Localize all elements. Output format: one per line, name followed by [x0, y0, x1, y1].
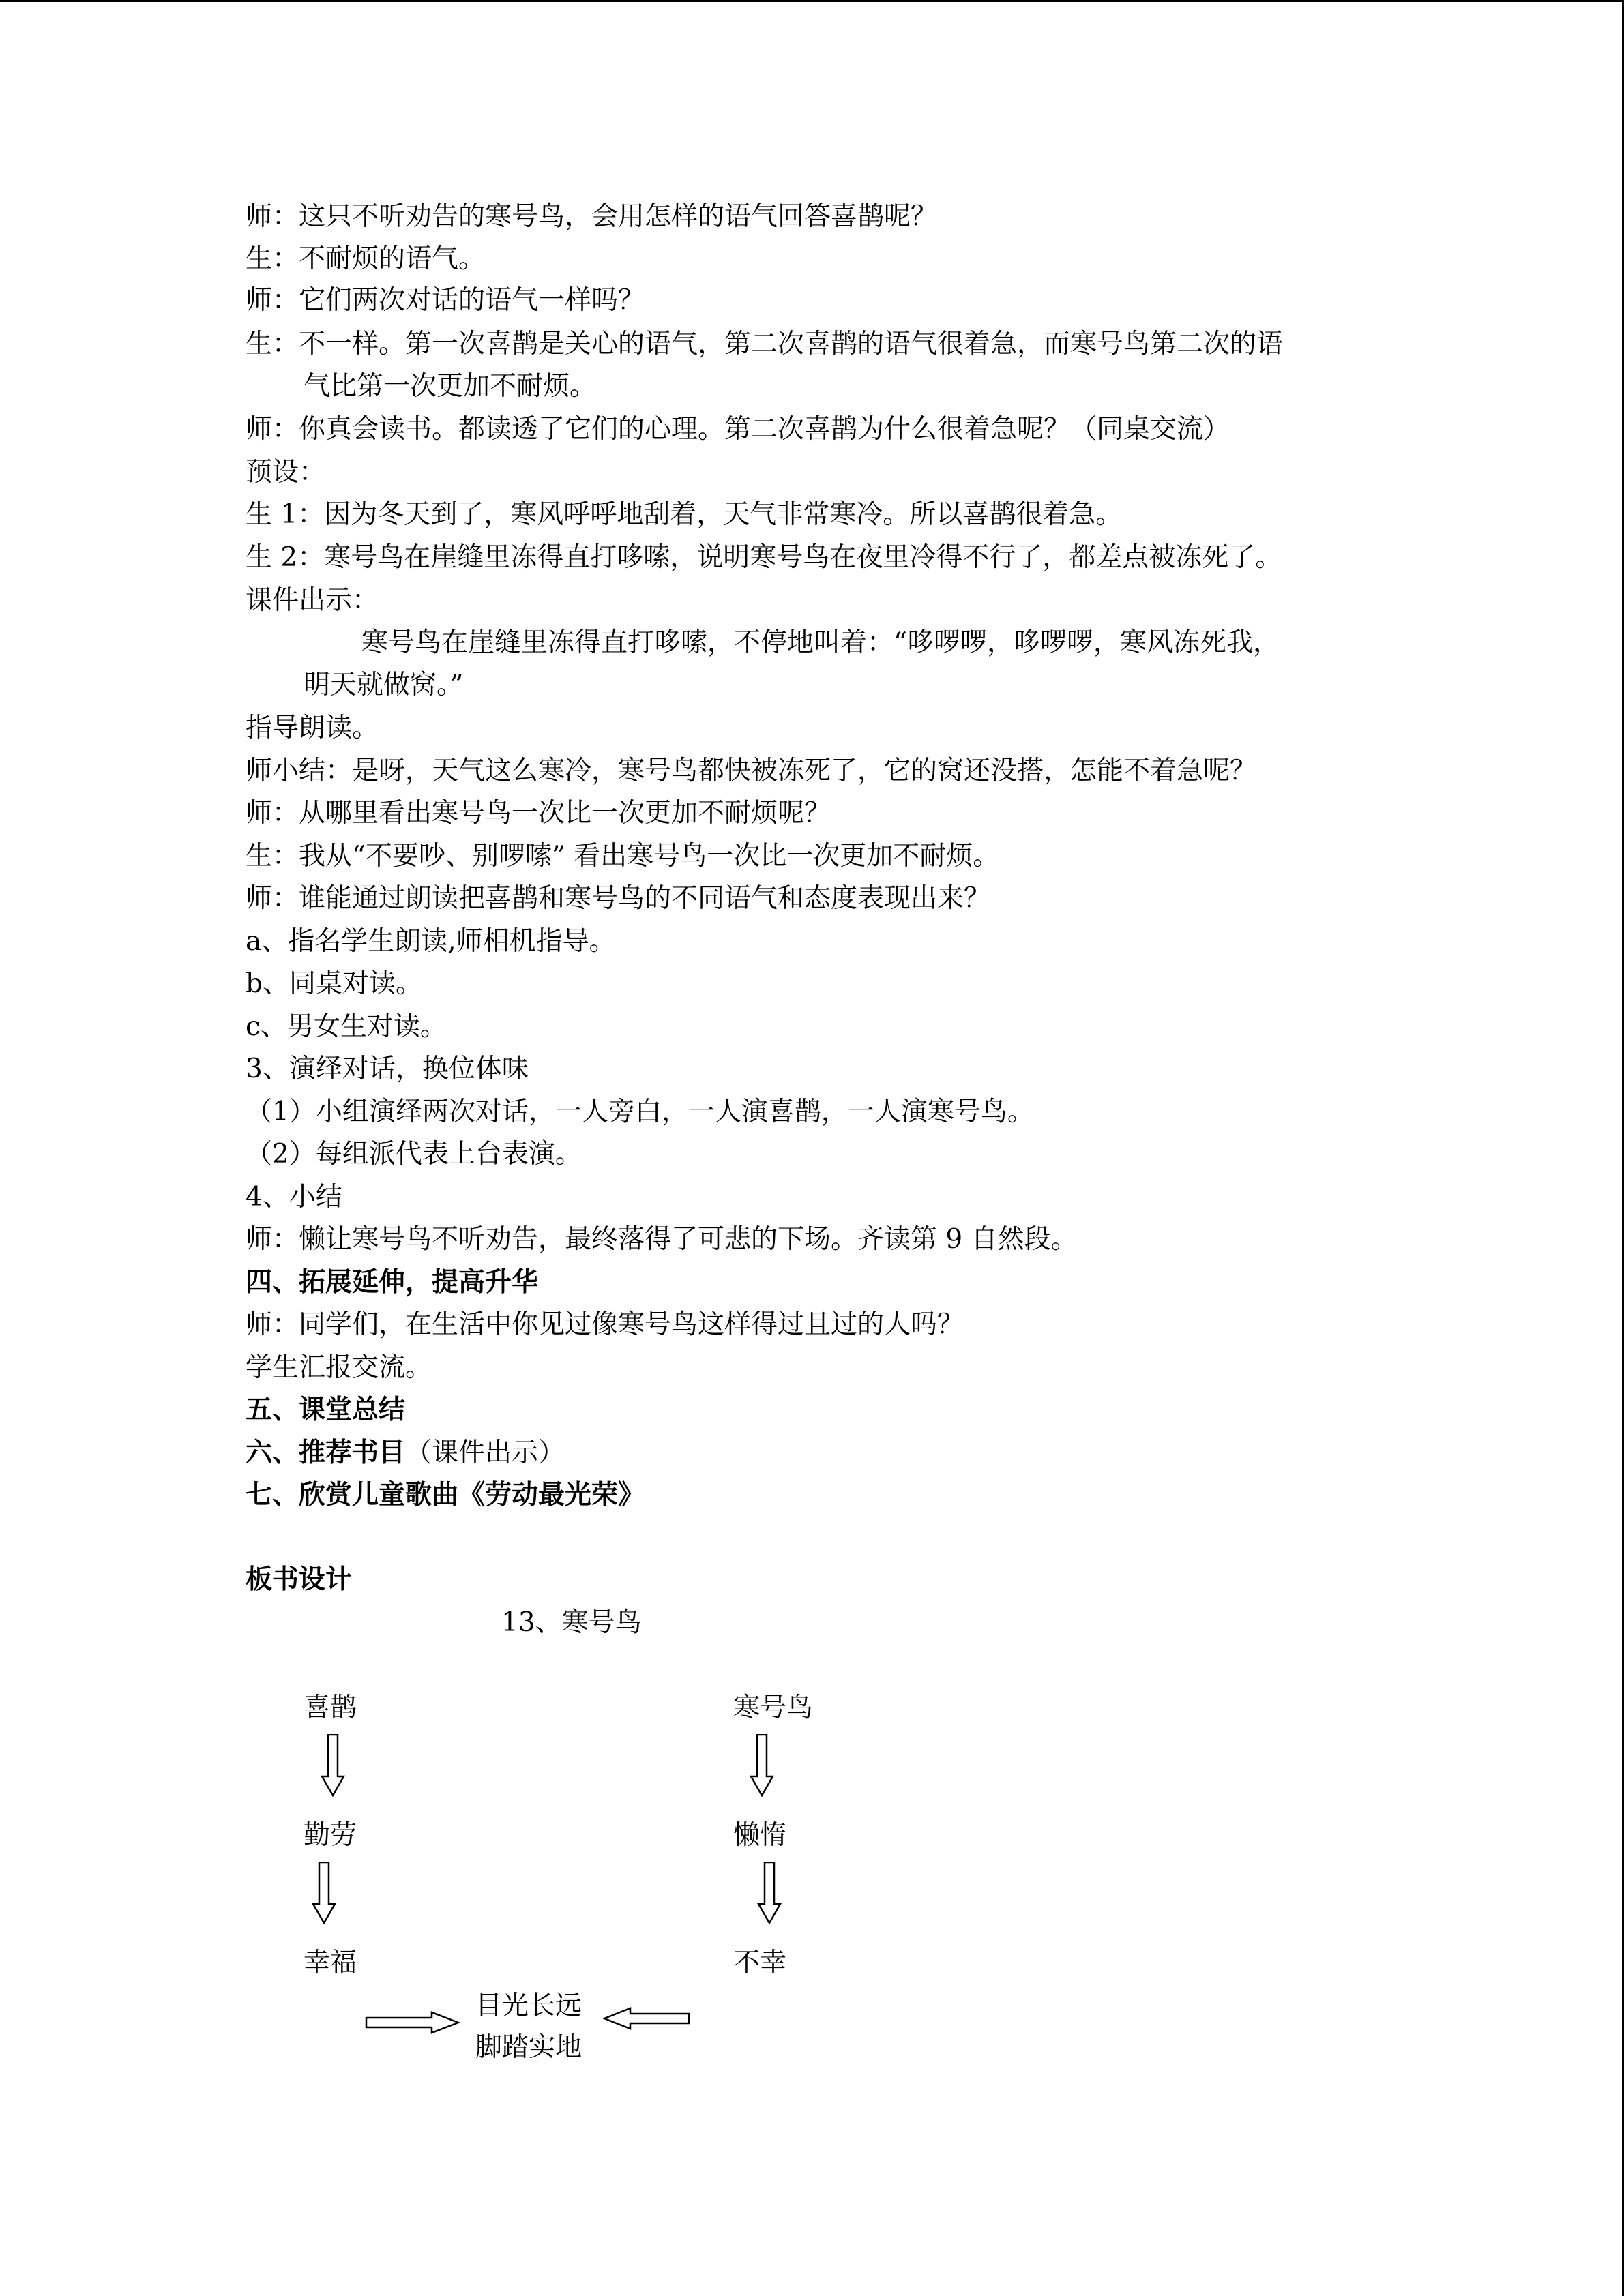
text-line: 师：谁能通过朗读把喜鹊和寒号鸟的不同语气和态度表现出来？ — [246, 883, 991, 914]
text-line: 师：这只不听劝告的寒号鸟，会用怎样的语气回答喜鹊呢？ — [246, 201, 938, 232]
text-line: 师小结：是呀，天气这么寒冷，寒号鸟都快被冻死了，它的窝还没搭，怎能不着急呢？ — [246, 756, 1257, 786]
section-note: （课件出示） — [405, 1437, 565, 1468]
board-heading: 板书设计 — [246, 1564, 353, 1595]
board-node-lazy: 懒惰 — [733, 1820, 787, 1851]
text-line: 生：我从“不要吵、别啰嗦” 看出寒号鸟一次比一次更加不耐烦。 — [246, 841, 1000, 871]
section-heading: 五、课堂总结 — [246, 1395, 406, 1425]
text-line: 预设： — [246, 457, 326, 488]
text-line: （2）每组派代表上台表演。 — [246, 1139, 582, 1169]
text-line: 3、演绎对话，换位体味 — [246, 1054, 529, 1084]
text-line: 师：从哪里看出寒号鸟一次比一次更加不耐烦呢？ — [246, 798, 831, 829]
arrow-left-icon — [603, 2006, 690, 2031]
text-line: 师：同学们，在生活中你见过像寒号鸟这样得过且过的人吗？ — [246, 1309, 964, 1340]
text-line-indent: 气比第一次更加不耐烦。 — [304, 371, 597, 402]
section-heading-line — [246, 1436, 565, 1470]
text-line: 生 2：寒号鸟在崖缝里冻得直打哆嗦，说明寒号鸟在夜里冷得不行了，都差点被冻死了。 — [246, 542, 1282, 573]
quote-line: 明天就做窝。” — [304, 670, 464, 700]
text-line: 生：不一样。第一次喜鹊是关心的语气，第二次喜鹊的语气很着急，而寒号鸟第二次的语 — [246, 329, 1284, 359]
text-line: 学生汇报交流。 — [246, 1352, 432, 1383]
section-heading: 六、推荐书目 — [246, 1437, 406, 1468]
text-line: a、指名学生朗读,师相机指导。 — [246, 926, 616, 957]
text-line: 师：懒让寒号鸟不听劝告，最终落得了可悲的下场。齐读第 9 自然段。 — [246, 1224, 1078, 1255]
text-line: 4、小结 — [246, 1182, 342, 1212]
arrow-right-icon — [365, 2010, 460, 2035]
text-line: 师：它们两次对话的语气一样吗？ — [246, 285, 645, 316]
text-line: b、同桌对读。 — [246, 968, 422, 999]
text-line: 生 1：因为冬天到了，寒风呼呼地刮着，天气非常寒冷。所以喜鹊很着急。 — [246, 499, 1123, 530]
board-node-diligent: 勤劳 — [304, 1820, 357, 1851]
board-title: 13、寒号鸟 — [501, 1607, 642, 1638]
text-line: 指导朗读。 — [246, 713, 379, 743]
arrow-down-icon — [321, 1734, 345, 1797]
board-node-happiness: 幸福 — [304, 1948, 357, 1978]
board-node-misfortune: 不幸 — [733, 1948, 787, 1978]
board-node-farsighted: 目光长远 — [475, 1991, 582, 2021]
quote-line: 寒号鸟在崖缝里冻得直打哆嗦，不停地叫着：“哆啰啰，哆啰啰，寒风冻死我， — [361, 627, 1280, 658]
board-node-magpie: 喜鹊 — [304, 1693, 357, 1723]
board-node-bird: 寒号鸟 — [733, 1693, 814, 1723]
section-heading: 四、拓展延伸，提高升华 — [246, 1267, 539, 1298]
text-line: 课件出示： — [246, 585, 379, 616]
arrow-down-icon — [757, 1862, 782, 1924]
section-heading: 七、欣赏儿童歌曲《劳动最光荣》 — [246, 1480, 645, 1510]
arrow-down-icon — [750, 1734, 774, 1797]
arrow-down-icon — [312, 1862, 336, 1924]
text-line: 生：不耐烦的语气。 — [246, 243, 486, 274]
text-line: c、男女生对读。 — [246, 1011, 447, 1042]
text-line: 师：你真会读书。都读透了它们的心理。第二次喜鹊为什么很着急呢？（同桌交流） — [246, 414, 1230, 445]
text-line: （1）小组演绎两次对话，一人旁白，一人演喜鹊，一人演寒号鸟。 — [246, 1097, 1034, 1127]
board-node-downtoearth: 脚踏实地 — [475, 2032, 582, 2063]
